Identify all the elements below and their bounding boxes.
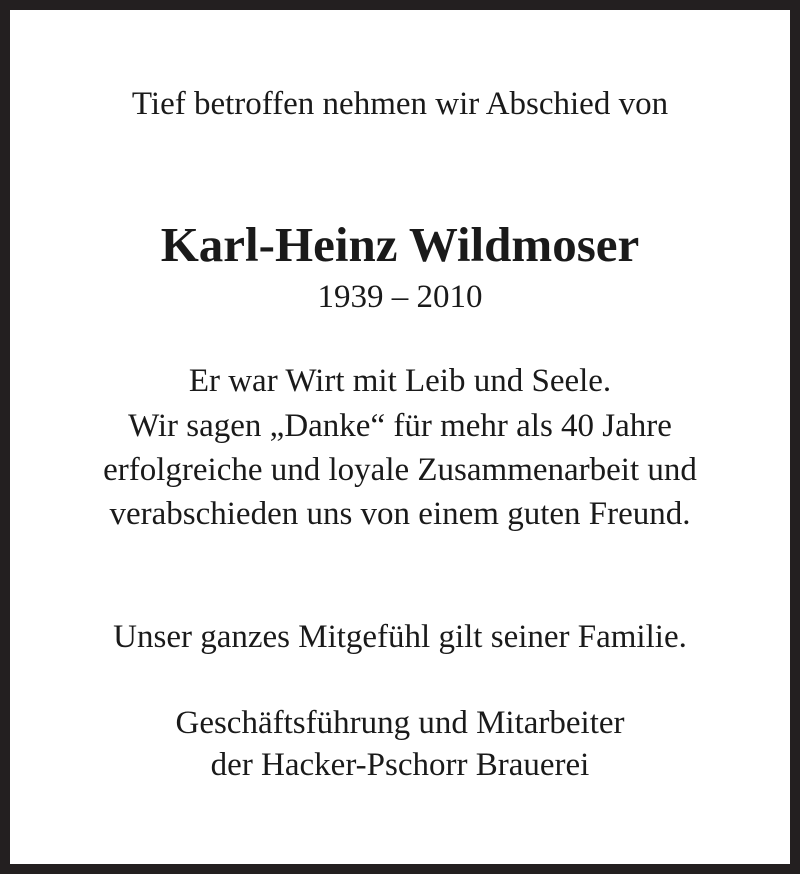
deceased-name: Karl-Heinz Wildmoser [160, 217, 640, 272]
sympathy-text: Unser ganzes Mitgefühl gilt seiner Familie. [113, 619, 687, 655]
text-line: Wir sagen „Danke“ für mehr als 40 Jahre [128, 408, 672, 444]
text-line: verabschieden uns von einem guten Freund. [109, 496, 691, 532]
intro-text: Tief betroffen nehmen wir Abschied von [131, 86, 669, 122]
life-years: 1939 – 2010 [317, 279, 483, 315]
signature-line: der Hacker-Pschorr Brauerei [210, 747, 590, 783]
signature-line: Geschäftsführung und Mitarbeiter [175, 705, 625, 741]
text-line: Er war Wirt mit Leib und Seele. [188, 363, 612, 399]
text-line: erfolgreiche und loyale Zusammenarbeit und [103, 452, 697, 488]
